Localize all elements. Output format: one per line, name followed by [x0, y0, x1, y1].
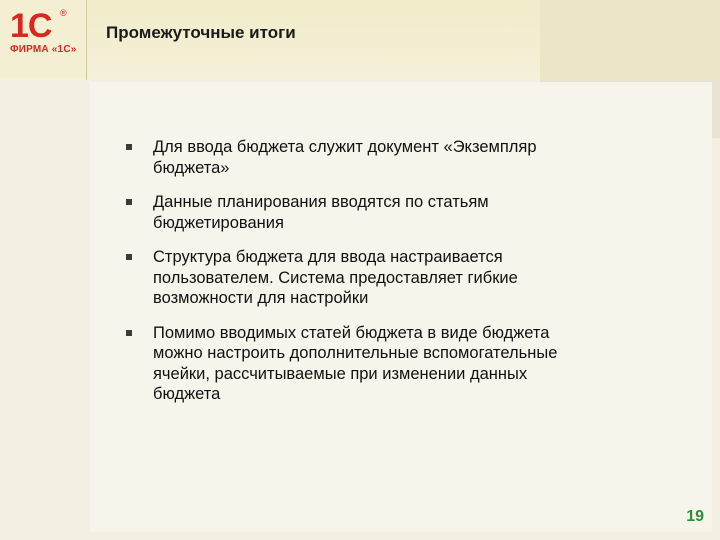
bullet-list: [123, 137, 563, 419]
registered-mark: ®: [60, 8, 67, 18]
list-item-text: Данные планирования вводятся по статьям бюджетирования: [153, 193, 489, 232]
square-bullet-icon: [126, 254, 132, 260]
list-item: [123, 247, 563, 309]
list-item-text: Структура бюджета для ввода настраивается пользователем. Система предоставляет гибкие возможности для настройки: [153, 248, 518, 307]
header-divider: [86, 0, 87, 80]
list-item: [123, 192, 563, 233]
page-title: Промежуточные итоги: [106, 23, 296, 42]
header-decoration-top: [540, 0, 720, 80]
list-item: [123, 323, 563, 405]
page-number: 19: [686, 508, 704, 525]
list-item-text: Для ввода бюджета служит документ «Экземпляр бюджета»: [153, 138, 537, 177]
logo-mark: 1С: [10, 7, 52, 45]
logo: [0, 0, 88, 78]
list-item: [123, 137, 563, 178]
square-bullet-icon: [126, 144, 132, 150]
list-item-text: Помимо вводимых статей бюджета в виде бюджета можно настроить дополнительные вспомогательные ячейки, рассчитываемые при изменении данных бюджета: [153, 323, 558, 403]
square-bullet-icon: [126, 199, 132, 205]
square-bullet-icon: [126, 330, 132, 336]
logo-subtitle: ФИРМА «1С»: [10, 44, 77, 55]
